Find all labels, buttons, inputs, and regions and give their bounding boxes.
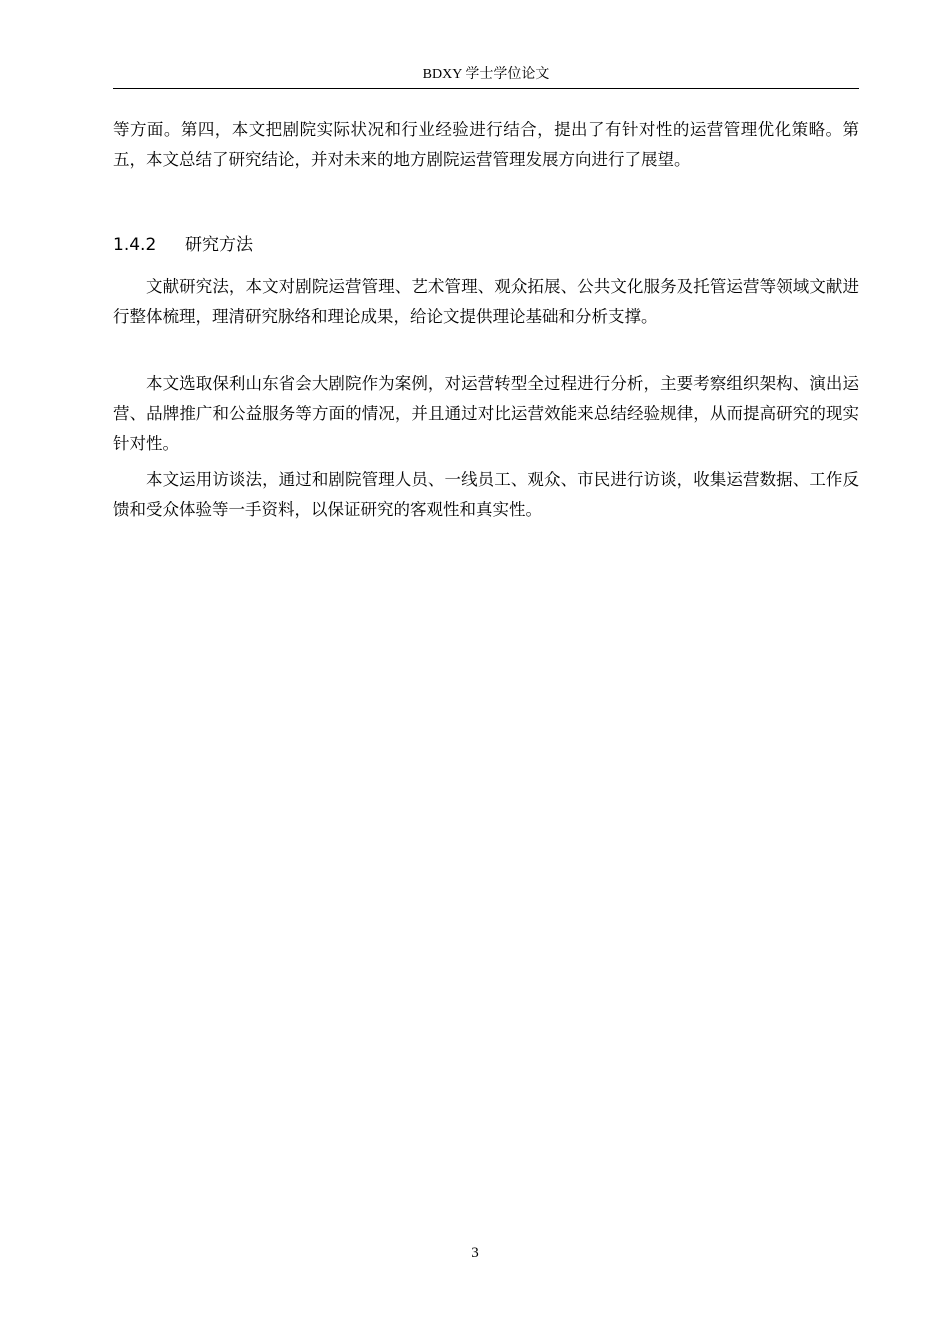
header-rule [113, 88, 859, 89]
paragraph-literature-method: 文献研究法，本文对剧院运营管理、艺术管理、观众拓展、公共文化服务及托管运营等领域文献进行整体梳理，理清研究脉络和理论成果，给论文提供理论基础和分析支撑。 [113, 277, 859, 326]
paragraph-case-method: 本文选取保利山东省会大剧院作为案例，对运营转型全过程进行分析，主要考察组织架构、演出运营、品牌推广和公益服务等方面的情况，并且通过对比运营效能来总结经验规律，从而提高研究的现实针对性。 [113, 374, 859, 453]
paragraph-interview-method: 本文运用访谈法，通过和剧院管理人员、一线员工、观众、市民进行访谈，收集运营数据、工作反馈和受众体验等一手资料，以保证研究的客观性和真实性。 [113, 470, 859, 519]
paragraph-intro-continuation: 等方面。第四，本文把剧院实际状况和行业经验进行结合，提出了有针对性的运营管理优化策略。第五，本文总结了研究结论，并对未来的地方剧院运营管理发展方向进行了展望。 [113, 120, 859, 169]
section-heading [113, 230, 253, 260]
section-title: 研究方法 [185, 235, 253, 255]
section-number: 1.4.2 [113, 235, 157, 255]
running-header: BDXY 学士学位论文 [422, 67, 550, 82]
page-number: 3 [471, 1245, 479, 1261]
